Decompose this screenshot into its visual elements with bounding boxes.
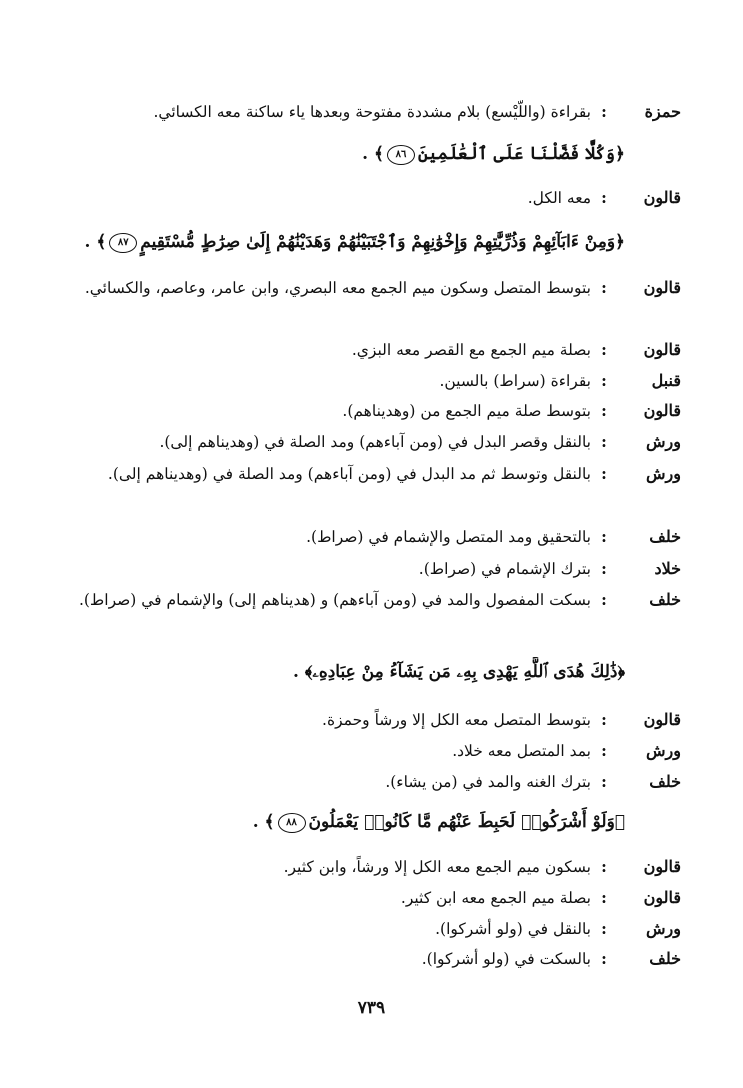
separator-colon: :: [601, 741, 607, 760]
reader-name: ورش: [646, 741, 681, 760]
reading-description: بترك الإشمام في (صراط).: [418, 560, 591, 578]
reading-description: بصلة ميم الجمع مع القصر معه البزي.: [351, 341, 591, 359]
reader-name: قالون: [643, 188, 681, 207]
reading-description: بتوسط المتصل وسكون ميم الجمع معه البصري، وابن عامر، وعاصم، والكسائي.: [84, 279, 591, 297]
reading-entry: [59, 397, 681, 425]
reader-name: خلف: [649, 590, 681, 609]
verse-open-bracket: ﴿: [614, 812, 625, 832]
reading-description: معه الكل.: [527, 189, 591, 207]
reading-entry: [59, 523, 681, 551]
quran-verse: [65, 139, 625, 169]
ayah-number-marker: ٨٧: [109, 233, 137, 253]
verse-open-bracket: ﴿: [615, 144, 625, 164]
reader-name: خلف: [649, 949, 681, 968]
separator-colon: :: [601, 857, 607, 876]
reader-name: حمزة: [644, 102, 681, 121]
verse-text: وَمِنْ ءَابَآئِهِمْ وَذُرِّيَّٰتِهِمْ وَإِخْوَٰنِهِمْ وَٱجْتَبَيْنَٰهُمْ وَهَدَيْنَٰهُمْ إِلَىٰ صِرَٰطٍ مُّسْتَقِيمٍ: [140, 232, 616, 252]
verse-close-bracket: ﴾ .: [252, 812, 275, 832]
reading-description: بمد المتصل معه خلاد.: [452, 742, 591, 760]
reader-name: قالون: [643, 340, 681, 359]
ayah-number-marker: ٨٨: [278, 813, 306, 833]
reading-description: بالسكت في (ولو أشركوا).: [421, 950, 591, 968]
reading-description: بقراءة (سراط) بالسين.: [439, 372, 591, 390]
reading-entry: [59, 884, 681, 912]
separator-colon: :: [601, 949, 607, 968]
reader-name: ورش: [646, 464, 681, 483]
reading-description: بسكون ميم الجمع معه الكل إلا ورشاً، وابن كثير.: [283, 858, 591, 876]
reading-description: بقراءة (واللّيْسع) بلام مشددة مفتوحة وبعدها ياء ساكنة معه الكسائي.: [153, 103, 591, 121]
reading-description: بالنقل وتوسط ثم مد البدل في (ومن آباءهم) ومد الصلة في (وهديناهم إلى).: [107, 465, 591, 483]
verse-open-bracket: ﴿: [615, 232, 625, 252]
reading-entry: [59, 768, 681, 796]
reader-name: قالون: [643, 888, 681, 907]
reading-entry: [59, 274, 681, 302]
reader-name: خلف: [649, 772, 681, 791]
verse-text: ذَٰلِكَ هُدَى ٱللَّهِ يَهْدِى بِهِۦ مَن يَشَآءُ مِنْ عِبَادِهِۦ: [312, 662, 618, 682]
verse-close-bracket: ﴾ .: [293, 662, 313, 682]
separator-colon: :: [601, 590, 607, 609]
separator-colon: :: [601, 432, 607, 451]
separator-colon: :: [601, 527, 607, 546]
reading-entry: [59, 706, 681, 734]
reader-name: ورش: [646, 919, 681, 938]
quran-verse: [65, 657, 625, 687]
reading-entry: [59, 460, 681, 488]
verse-close-bracket: ﴾ .: [362, 144, 384, 164]
reader-name: ورش: [646, 432, 681, 451]
separator-colon: :: [601, 464, 607, 483]
reading-entry: [59, 428, 681, 456]
reading-entry: [59, 853, 681, 881]
reading-description: بالنقل في (ولو أشركوا).: [435, 920, 591, 938]
reading-description: بسكت المفصول والمد في (ومن آباءهم) و (هديناهم إلى) والإشمام في (صراط).: [78, 591, 591, 609]
reading-entry: [59, 737, 681, 765]
reader-name: قنبل: [651, 371, 681, 390]
reading-entry: [59, 586, 681, 614]
reading-description: بصلة ميم الجمع معه ابن كثير.: [400, 889, 591, 907]
reading-description: بترك الغنه والمد في (من يشاء).: [385, 773, 591, 791]
reading-description: بتوسط صلة ميم الجمع من (وهديناهم).: [342, 402, 591, 420]
reading-entry: [59, 367, 681, 395]
page-number: ٧٣٩: [357, 998, 386, 1018]
separator-colon: :: [601, 559, 607, 578]
separator-colon: :: [601, 102, 607, 121]
separator-colon: :: [601, 278, 607, 297]
reading-entry: [59, 555, 681, 583]
ayah-number-marker: ٨٦: [387, 145, 415, 165]
separator-colon: :: [601, 340, 607, 359]
separator-colon: :: [601, 371, 607, 390]
reader-name: قالون: [643, 401, 681, 420]
reading-entry: [59, 336, 681, 364]
reader-name: خلاد: [654, 559, 681, 578]
separator-colon: :: [601, 888, 607, 907]
reader-name: قالون: [643, 710, 681, 729]
reading-entry: [59, 915, 681, 943]
reading-entry: [59, 184, 681, 212]
reader-name: قالون: [643, 857, 681, 876]
separator-colon: :: [601, 772, 607, 791]
reading-description: بتوسط المتصل معه الكل إلا ورشاً وحمزة.: [322, 711, 591, 729]
reading-description: بالنقل وقصر البدل في (ومن آباءهم) ومد الصلة في (وهديناهم إلى).: [159, 433, 591, 451]
separator-colon: :: [601, 710, 607, 729]
quran-verse: [65, 807, 625, 837]
verse-open-bracket: ﴿: [617, 662, 625, 682]
verse-close-bracket: ﴾ .: [84, 232, 107, 252]
verse-text: وَلَوْ أَشْرَكُوا۟ لَحَبِطَ عَنْهُم مَّا كَانُوا۟ يَعْمَلُونَ: [308, 812, 615, 832]
reader-name: قالون: [643, 278, 681, 297]
reader-name: خلف: [649, 527, 681, 546]
separator-colon: :: [601, 919, 607, 938]
separator-colon: :: [601, 188, 607, 207]
reading-entry: [59, 945, 681, 973]
verse-text: وَكُلًّا فَضَّلْنَا عَلَى ٱلْعَٰلَمِينَ: [417, 144, 616, 164]
reading-entry: [59, 98, 681, 126]
reading-description: بالتحقيق ومد المتصل والإشمام في (صراط).: [306, 528, 591, 546]
separator-colon: :: [601, 401, 607, 420]
quran-verse: [65, 227, 625, 257]
